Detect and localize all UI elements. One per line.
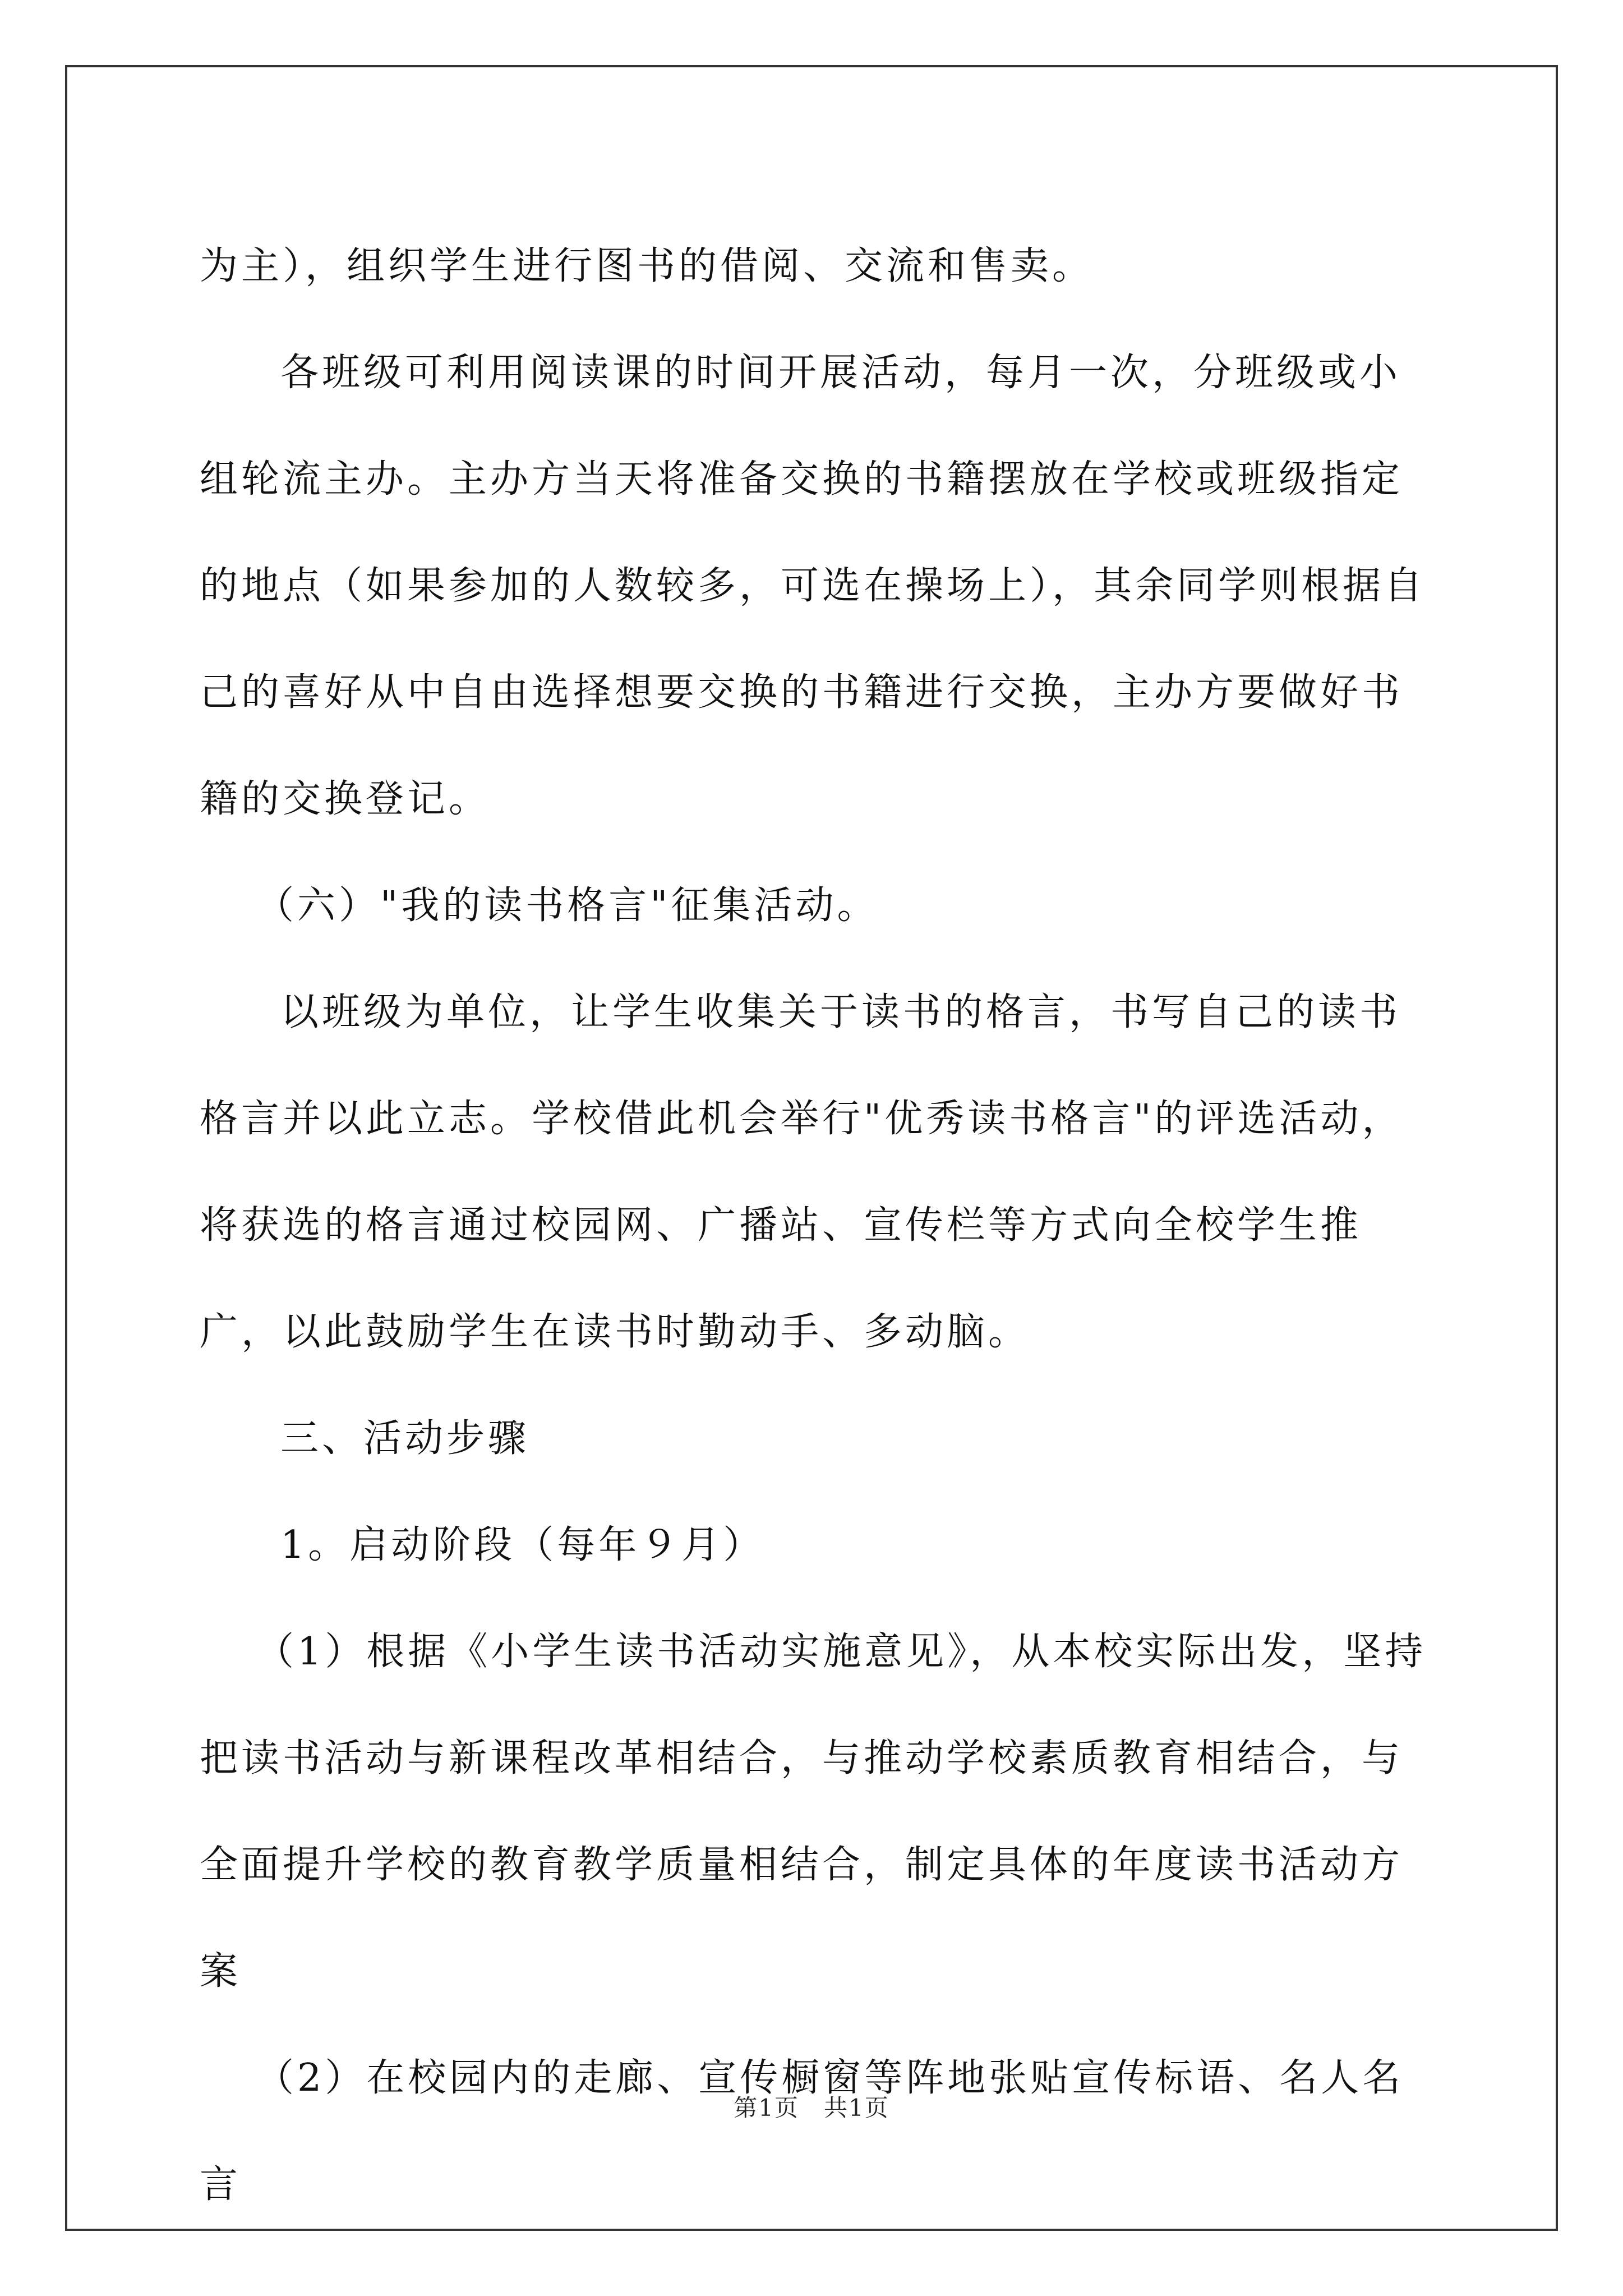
page-number-footer: 第1页 共1页 xyxy=(734,2094,889,2122)
paragraph-book-exchange: 各班级可利用阅读课的时间开展活动，每月一次，分班级或小组轮流主办。主办方当天将准备交换的书籍摆放在学校或班级指定的地点（如果参加的人数较多，可选在操场上），其余同学则根据自己的喜好从中自由选择想要交换的书籍进行交换，主办方要做好书籍的交换登记。 xyxy=(200,351,1426,821)
section-heading-activity-steps: 三、活动步骤 xyxy=(280,1416,530,1461)
paragraph-continuation: 为主），组织学生进行图书的借阅、交流和售卖。 xyxy=(200,244,1094,288)
section-heading-motto-collection: （六）"我的读书格言"征集活动。 xyxy=(256,884,879,928)
paragraph-step-2: （2）在校园内的走廊、宣传橱窗等阵地张贴宣传标语、名人名言 xyxy=(200,2056,1404,2207)
paragraph-motto-collection: 以班级为单位，让学生收集关于读书的格言，书写自己的读书格言并以此立志。学校借此机会举行"优秀读书格言"的评选活动，将获选的格言通过校园网、广播站、宣传栏等方式向全校学生推广，以此鼓励学生在读书时勤动手、多动脑。 xyxy=(200,990,1404,1354)
document-body xyxy=(200,213,1428,2238)
subheading-launch-phase: 1。启动阶段（每年９月） xyxy=(280,1523,765,1567)
paragraph-step-1: （1）根据《小学生读书活动实施意见》，从本校实际出发，坚持把读书活动与新课程改革相结合，与推动学校素质教育相结合，与全面提升学校的教育教学质量相结合，制定具体的年度读书活动方案 xyxy=(200,1630,1427,1994)
